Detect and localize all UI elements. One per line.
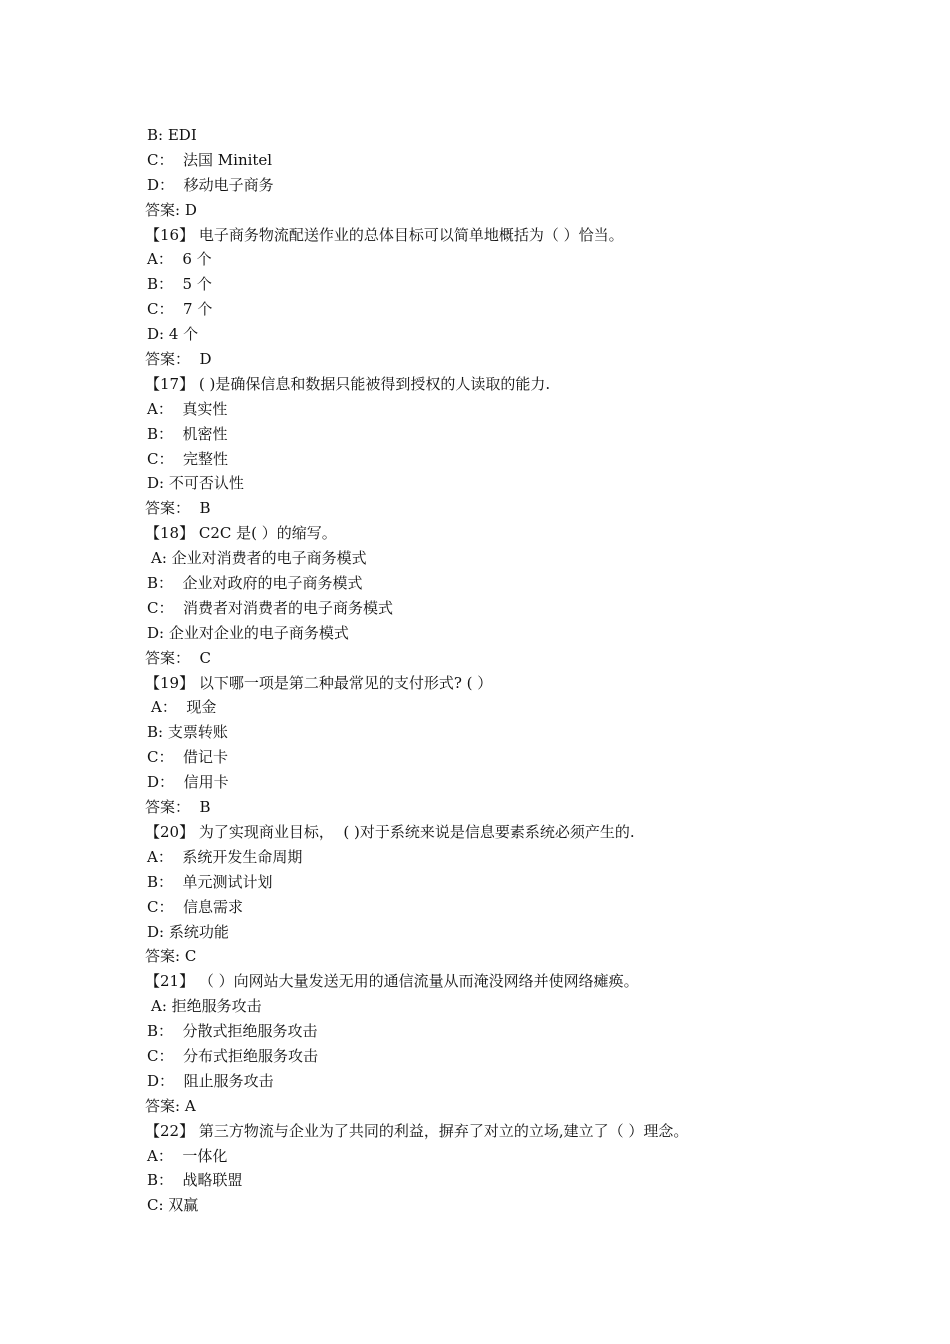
answer-option: D: 4 个 [147,325,199,344]
answer-option: B： 5 个 [147,275,212,294]
answer-key: 答案： B [145,499,211,518]
answer-option: D: 企业对企业的电子商务模式 [147,623,349,642]
answer-option: B： 分散式拒绝服务攻击 [147,1022,318,1041]
answer-option: D: 系统功能 [147,922,229,941]
answer-option: A： 一体化 [147,1146,228,1165]
question-text: 【21】 （ ）向网站大量发送无用的通信流量从而淹没网络并使网络瘫痪。 [145,972,639,991]
answer-option: B： 单元测试计划 [147,872,273,891]
answer-option: C： 信息需求 [147,897,244,916]
question-list [145,123,905,1218]
answer-option: A: 拒绝服务攻击 [151,997,262,1016]
question-text: 【22】 第三方物流与企业为了共同的利益，摒弃了对立的立场,建立了（ ）理念。 [145,1121,689,1140]
answer-option: A： 现金 [151,698,217,717]
answer-option: C： 完整性 [147,449,229,468]
answer-key: 答案： B [145,798,211,817]
answer-option: D: 不可否认性 [147,474,244,493]
answer-option: A： 真实性 [147,399,228,418]
answer-key: 答案： C [145,648,212,667]
answer-option: C： 7 个 [147,300,213,319]
answer-option: A： 系统开发生命周期 [147,847,303,866]
answer-option: D： 移动电子商务 [147,175,274,194]
answer-option: C： 借记卡 [147,748,229,767]
answer-option: D： 信用卡 [147,773,229,792]
answer-key: 答案: D [145,200,197,219]
answer-option: B: EDI [147,126,197,144]
answer-option: C： 消费者对消费者的电子商务模式 [147,598,394,617]
answer-option: A: 企业对消费者的电子商务模式 [151,549,367,568]
answer-option: A： 6 个 [147,250,212,269]
question-text: 【16】 电子商务物流配送作业的总体目标可以简单地概括为（ ）恰当。 [145,225,624,244]
answer-key: 答案: C [145,947,197,966]
answer-option: B： 战略联盟 [147,1171,243,1190]
question-text: 【17】 ( )是确保信息和数据只能被得到授权的人读取的能力. [145,374,551,393]
question-text: 【18】 C2C 是( ）的缩写。 [145,524,337,543]
answer-key: 答案: A [145,1096,196,1115]
question-text: 【19】 以下哪一项是第二种最常见的支付形式? ( ） [145,673,493,692]
answer-option: D： 阻止服务攻击 [147,1071,274,1090]
answer-option: C： 分布式拒绝服务攻击 [147,1046,319,1065]
answer-key: 答案： D [145,350,212,369]
answer-option: B: 支票转账 [147,723,228,742]
answer-option: B： 企业对政府的电子商务模式 [147,574,363,593]
answer-option: C: 双赢 [147,1196,199,1215]
answer-option: B： 机密性 [147,424,228,443]
question-text: 【20】 为了实现商业目标， ( )对于系统来说是信息要素系统必须产生的. [145,822,635,841]
answer-option: C： 法国 Minitel [147,150,273,169]
